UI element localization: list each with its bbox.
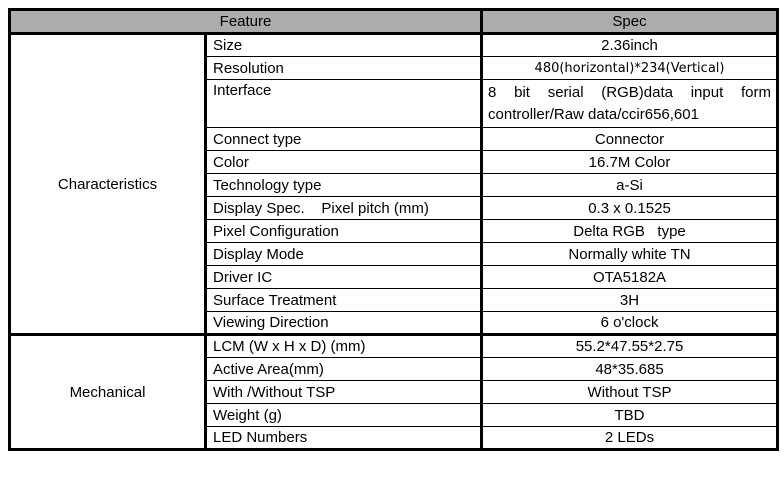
spec-cell: 3H (482, 289, 778, 312)
spec-cell: 16.7M Color (482, 151, 778, 174)
feature-cell: Color (206, 151, 482, 174)
spec-cell: OTA5182A (482, 266, 778, 289)
header-spec-cell: Spec (482, 10, 778, 34)
feature-cell: LED Numbers (206, 427, 482, 450)
spec-cell: 480(horizontal)*234(Vertical) (482, 57, 778, 80)
spec-cell: 48*35.685 (482, 358, 778, 381)
spec-cell: 0.3 x 0.1525 (482, 197, 778, 220)
group-cell-characteristics: Characteristics (10, 34, 206, 335)
feature-cell: Connect type (206, 128, 482, 151)
feature-cell: Resolution (206, 57, 482, 80)
feature-cell: Pixel Configuration (206, 220, 482, 243)
feature-cell: Active Area(mm) (206, 358, 482, 381)
spec-cell: 6 o'clock (482, 312, 778, 335)
feature-cell: Size (206, 34, 482, 57)
group-cell-mechanical: Mechanical (10, 335, 206, 450)
spec-cell: Without TSP (482, 381, 778, 404)
feature-cell: Interface (206, 80, 482, 128)
header-feature-cell: Feature (10, 10, 482, 34)
feature-cell: Weight (g) (206, 404, 482, 427)
spec-cell: 55.2*47.55*2.75 (482, 335, 778, 358)
spec-cell: 8 bit serial (RGB)data input form controller/Raw data/ccir656,601 (482, 80, 778, 128)
feature-cell: LCM (W x H x D) (mm) (206, 335, 482, 358)
spec-cell: Connector (482, 128, 778, 151)
table-row (10, 34, 778, 57)
feature-cell: Viewing Direction (206, 312, 482, 335)
spec-cell: 2 LEDs (482, 427, 778, 450)
feature-cell: Display Spec. Pixel pitch (mm) (206, 197, 482, 220)
feature-cell: Driver IC (206, 266, 482, 289)
spec-cell: a-Si (482, 174, 778, 197)
spec-cell: 2.36inch (482, 34, 778, 57)
spec-cell: TBD (482, 404, 778, 427)
feature-cell: Display Mode (206, 243, 482, 266)
table-row (10, 335, 778, 358)
feature-cell: Technology type (206, 174, 482, 197)
spec-cell: Normally white TN (482, 243, 778, 266)
spec-table (8, 8, 779, 451)
feature-cell: Surface Treatment (206, 289, 482, 312)
table-header-row (10, 10, 778, 34)
spec-cell: Delta RGB type (482, 220, 778, 243)
feature-cell: With /Without TSP (206, 381, 482, 404)
